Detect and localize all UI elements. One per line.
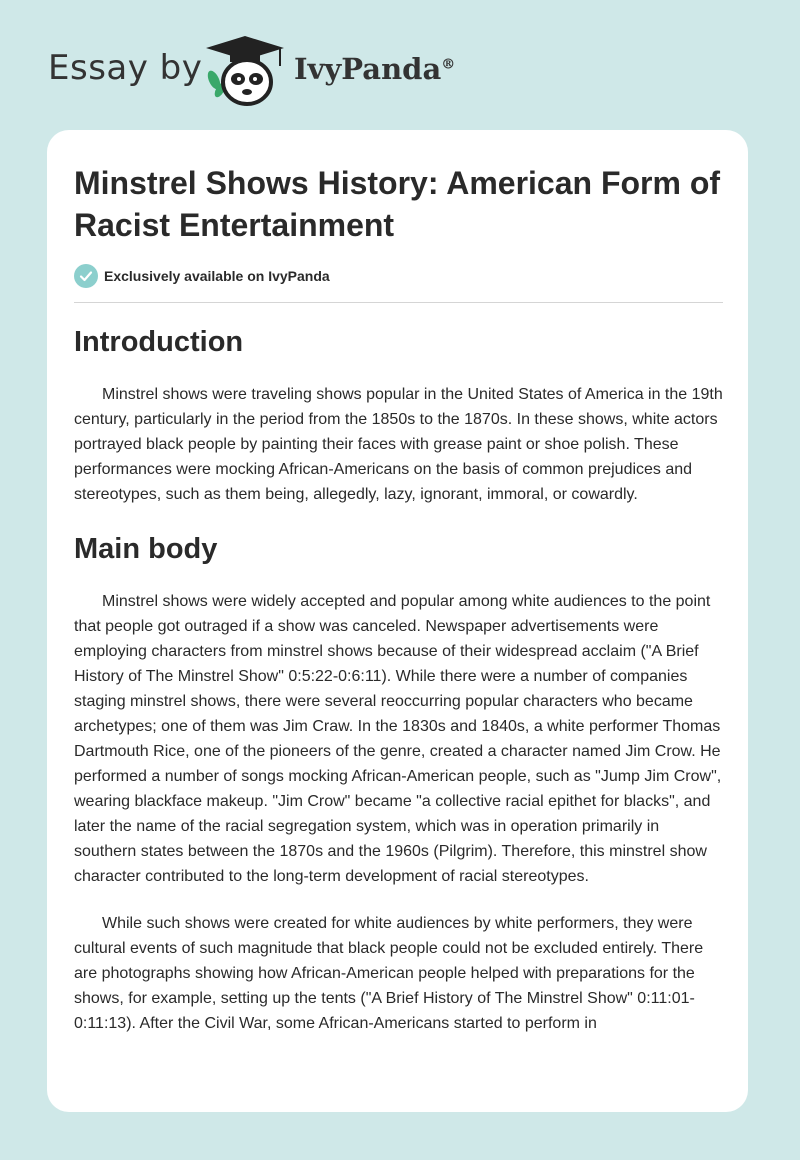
paragraph: While such shows were created for white audiences by white performers, they were cultural events of such magnitude that black people could not be excluded entirely. There are photographs showing how African-American people helped with preparations for the shows, for example, setting up the tents ("A Brief History of The Minstrel Show" 0:11:01-0:11:13). After the Civil War, some African-Americans started to perform in xyxy=(74,915,704,1032)
brand-name[interactable]: IvyPanda® xyxy=(294,52,456,86)
paragraph: Minstrel shows were traveling shows popular in the United States of America in the 19th century, particularly in the period from the 1850s to the 1870s. In these shows, white actors portrayed black people by painting their faces with grease paint or shoe polish. These performances were mocking African-Americans on the basis of common prejudices and stereotypes, such as them being, allegedly, lazy, ignorant, immoral, or cowardly. xyxy=(74,386,723,503)
paragraph: Minstrel shows were widely accepted and popular among white audiences to the point that people got outraged if a show was canceled. Newspaper advertisements were employing characters from minstrel shows because of their widespread acclaim ("A Brief History of The Minstrel Show" 0:5:22-0:6:11). While there were a number of companies staging minstrel shows, there were several reoccurring popular characters who became archetypes; one of them was Jim Craw. In the 1830s and 1840s, a white performer Thomas Dartmouth Rice, one of the pioneers of the genre, created a character named Jim Crow. He performed a number of songs mocking African-American people, such as "Jump Jim Crow", wearing blackface makeup. "Jim Crow" became "a collective racial epithet for blacks", and later the name of the racial segregation system, which was in operation primarily in southern states between the 1870s and the 1960s (Pilgrim). Therefore, this minstrel show character contributed to the long-term development of racial stereotypes. xyxy=(74,593,722,885)
badge-text: Exclusively available on IvyPanda xyxy=(104,268,330,284)
section-heading-main-body: Main body xyxy=(74,533,218,565)
divider xyxy=(74,302,723,303)
exclusive-badge xyxy=(74,263,330,289)
checkmark-icon xyxy=(74,264,98,288)
panda-logo-icon[interactable] xyxy=(200,30,290,110)
page-title: Minstrel Shows History: American Form of Racist Entertainment xyxy=(74,165,721,243)
registered-mark: ® xyxy=(441,56,456,73)
site-header xyxy=(48,30,468,120)
essay-card xyxy=(47,130,748,1112)
section-heading-introduction: Introduction xyxy=(74,326,244,358)
essay-body xyxy=(74,322,724,1058)
brand-prefix: Essay by xyxy=(48,48,203,88)
